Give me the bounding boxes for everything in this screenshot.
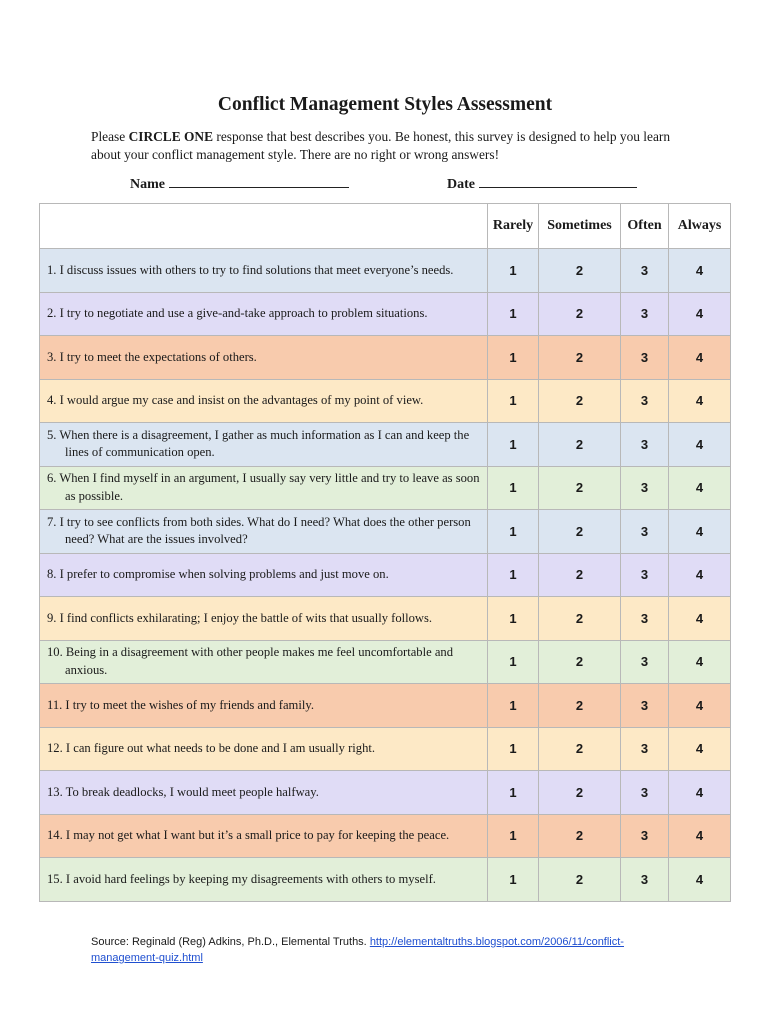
rating-option-3[interactable]: 3 xyxy=(621,727,669,771)
table-row xyxy=(40,727,731,771)
rating-option-3[interactable]: 3 xyxy=(621,684,669,728)
rating-option-3[interactable]: 3 xyxy=(621,249,669,293)
rating-option-1[interactable]: 1 xyxy=(488,858,539,902)
rating-option-3[interactable]: 3 xyxy=(621,423,669,467)
rating-option-1[interactable]: 1 xyxy=(488,423,539,467)
header-always: Always xyxy=(669,204,731,249)
rating-option-2[interactable]: 2 xyxy=(539,640,621,684)
instructions xyxy=(91,128,681,163)
survey-table xyxy=(39,203,731,902)
question-cell xyxy=(40,553,488,597)
rating-option-4[interactable]: 4 xyxy=(669,858,731,902)
rating-option-2[interactable]: 2 xyxy=(539,814,621,858)
question-cell xyxy=(40,684,488,728)
rating-option-3[interactable]: 3 xyxy=(621,553,669,597)
question-cell xyxy=(40,771,488,815)
rating-option-4[interactable]: 4 xyxy=(669,640,731,684)
rating-option-4[interactable]: 4 xyxy=(669,379,731,423)
rating-option-1[interactable]: 1 xyxy=(488,249,539,293)
rating-option-2[interactable]: 2 xyxy=(539,510,621,554)
rating-option-1[interactable]: 1 xyxy=(488,597,539,641)
question-text: 9. I find conflicts exhilarating; I enjoy the battle of wits that usually follows. xyxy=(47,610,433,625)
question-text: 13. To break deadlocks, I would meet people halfway. xyxy=(47,784,319,799)
rating-option-2[interactable]: 2 xyxy=(539,727,621,771)
rating-option-4[interactable]: 4 xyxy=(669,292,731,336)
table-row xyxy=(40,640,731,684)
name-field[interactable] xyxy=(130,174,349,193)
question-cell xyxy=(40,292,488,336)
table-row xyxy=(40,466,731,510)
question-text: 15. I avoid hard feelings by keeping my disagreements with others to myself. xyxy=(47,871,436,886)
rating-option-4[interactable]: 4 xyxy=(669,510,731,554)
table-row xyxy=(40,249,731,293)
question-text: 11. I try to meet the wishes of my friends and family. xyxy=(47,697,314,712)
table-row xyxy=(40,684,731,728)
rating-option-2[interactable]: 2 xyxy=(539,858,621,902)
table-row xyxy=(40,336,731,380)
rating-option-3[interactable]: 3 xyxy=(621,466,669,510)
question-cell xyxy=(40,858,488,902)
question-cell xyxy=(40,249,488,293)
instructions-emphasis: CIRCLE ONE xyxy=(128,129,214,144)
rating-option-1[interactable]: 1 xyxy=(488,510,539,554)
date-blank-line[interactable] xyxy=(479,174,637,188)
table-header-row xyxy=(40,204,731,249)
table-row xyxy=(40,379,731,423)
question-text: 1. I discuss issues with others to try to find solutions that meet everyone’s needs. xyxy=(47,262,454,277)
rating-option-1[interactable]: 1 xyxy=(488,727,539,771)
table-row xyxy=(40,858,731,902)
table-row xyxy=(40,292,731,336)
survey-body xyxy=(40,249,731,902)
source-link[interactable]: http://elementaltruths.blogspot.com/2006/11/conflict-management-quiz.html xyxy=(91,936,624,964)
rating-option-1[interactable]: 1 xyxy=(488,466,539,510)
question-cell xyxy=(40,814,488,858)
rating-option-1[interactable]: 1 xyxy=(488,684,539,728)
header-sometimes: Sometimes xyxy=(539,204,621,249)
instructions-prefix: Please xyxy=(91,129,129,144)
question-cell xyxy=(40,336,488,380)
rating-option-4[interactable]: 4 xyxy=(669,814,731,858)
rating-option-3[interactable]: 3 xyxy=(621,336,669,380)
table-row xyxy=(40,553,731,597)
question-text: 8. I prefer to compromise when solving problems and just move on. xyxy=(47,567,389,581)
header-rarely: Rarely xyxy=(488,204,539,249)
rating-option-2[interactable]: 2 xyxy=(539,553,621,597)
rating-option-1[interactable]: 1 xyxy=(488,771,539,815)
question-cell xyxy=(40,510,488,554)
question-cell xyxy=(40,727,488,771)
rating-option-2[interactable]: 2 xyxy=(539,597,621,641)
rating-option-1[interactable]: 1 xyxy=(488,640,539,684)
rating-option-2[interactable]: 2 xyxy=(539,292,621,336)
rating-option-1[interactable]: 1 xyxy=(488,292,539,336)
question-cell xyxy=(40,379,488,423)
rating-option-2[interactable]: 2 xyxy=(539,423,621,467)
rating-option-2[interactable]: 2 xyxy=(539,466,621,510)
table-row xyxy=(40,814,731,858)
question-text: 10. Being in a disagreement with other people makes me feel uncomfortable and anxious. xyxy=(47,645,454,677)
rating-option-3[interactable]: 3 xyxy=(621,510,669,554)
source-prefix: Source: Reginald (Reg) Adkins, Ph.D., Elemental Truths. xyxy=(91,936,370,948)
question-text: 2. I try to negotiate and use a give-and-take approach to problem situations. xyxy=(47,306,428,320)
rating-option-4[interactable]: 4 xyxy=(669,727,731,771)
rating-option-2[interactable]: 2 xyxy=(539,379,621,423)
question-text: 14. I may not get what I want but it’s a small price to pay for keeping the peace. xyxy=(47,828,450,842)
header-blank-cell xyxy=(40,204,488,249)
date-label: Date xyxy=(447,177,475,192)
rating-option-4[interactable]: 4 xyxy=(669,336,731,380)
rating-option-1[interactable]: 1 xyxy=(488,336,539,380)
source-citation xyxy=(91,934,691,966)
question-text: 4. I would argue my case and insist on the advantages of my point of view. xyxy=(47,393,424,407)
rating-option-2[interactable]: 2 xyxy=(539,336,621,380)
rating-option-3[interactable]: 3 xyxy=(621,379,669,423)
rating-option-2[interactable]: 2 xyxy=(539,771,621,815)
rating-option-3[interactable]: 3 xyxy=(621,771,669,815)
name-label: Name xyxy=(130,177,165,192)
table-row xyxy=(40,510,731,554)
table-row xyxy=(40,771,731,815)
rating-option-4[interactable]: 4 xyxy=(669,771,731,815)
instructions-suffix: response that best describes you. Be honest, this survey is designed to help you learn about your conflict management style. There are no right or wrong answers! xyxy=(91,129,671,162)
question-text: 7. I try to see conflicts from both sides. What do I need? What does the other person need? What are the issues involved? xyxy=(47,514,471,547)
question-cell xyxy=(40,466,488,510)
question-cell xyxy=(40,640,488,684)
rating-option-4[interactable]: 4 xyxy=(669,684,731,728)
rating-option-4[interactable]: 4 xyxy=(669,597,731,641)
name-blank-line[interactable] xyxy=(169,174,349,188)
question-text: 6. When I find myself in an argument, I usually say very little and try to leave as soon as possible. xyxy=(47,471,480,503)
rating-option-4[interactable]: 4 xyxy=(669,466,731,510)
table-row xyxy=(40,423,731,467)
question-cell xyxy=(40,423,488,467)
rating-option-3[interactable]: 3 xyxy=(621,814,669,858)
rating-option-2[interactable]: 2 xyxy=(539,684,621,728)
rating-option-3[interactable]: 3 xyxy=(621,292,669,336)
rating-option-4[interactable]: 4 xyxy=(669,249,731,293)
rating-option-4[interactable]: 4 xyxy=(669,423,731,467)
rating-option-3[interactable]: 3 xyxy=(621,858,669,902)
question-text: 12. I can figure out what needs to be done and I am usually right. xyxy=(47,741,376,755)
date-field[interactable] xyxy=(447,174,637,193)
rating-option-1[interactable]: 1 xyxy=(488,814,539,858)
rating-option-1[interactable]: 1 xyxy=(488,553,539,597)
rating-option-4[interactable]: 4 xyxy=(669,553,731,597)
question-text: 5. When there is a disagreement, I gather as much information as I can and keep the lines of communication open. xyxy=(47,427,470,460)
page-title: Conflict Management Styles Assessment xyxy=(217,94,553,115)
rating-option-2[interactable]: 2 xyxy=(539,249,621,293)
rating-option-1[interactable]: 1 xyxy=(488,379,539,423)
rating-option-3[interactable]: 3 xyxy=(621,640,669,684)
rating-option-3[interactable]: 3 xyxy=(621,597,669,641)
question-cell xyxy=(40,597,488,641)
table-row xyxy=(40,597,731,641)
question-text: 3. I try to meet the expectations of others. xyxy=(47,349,257,364)
header-often: Often xyxy=(621,204,669,249)
